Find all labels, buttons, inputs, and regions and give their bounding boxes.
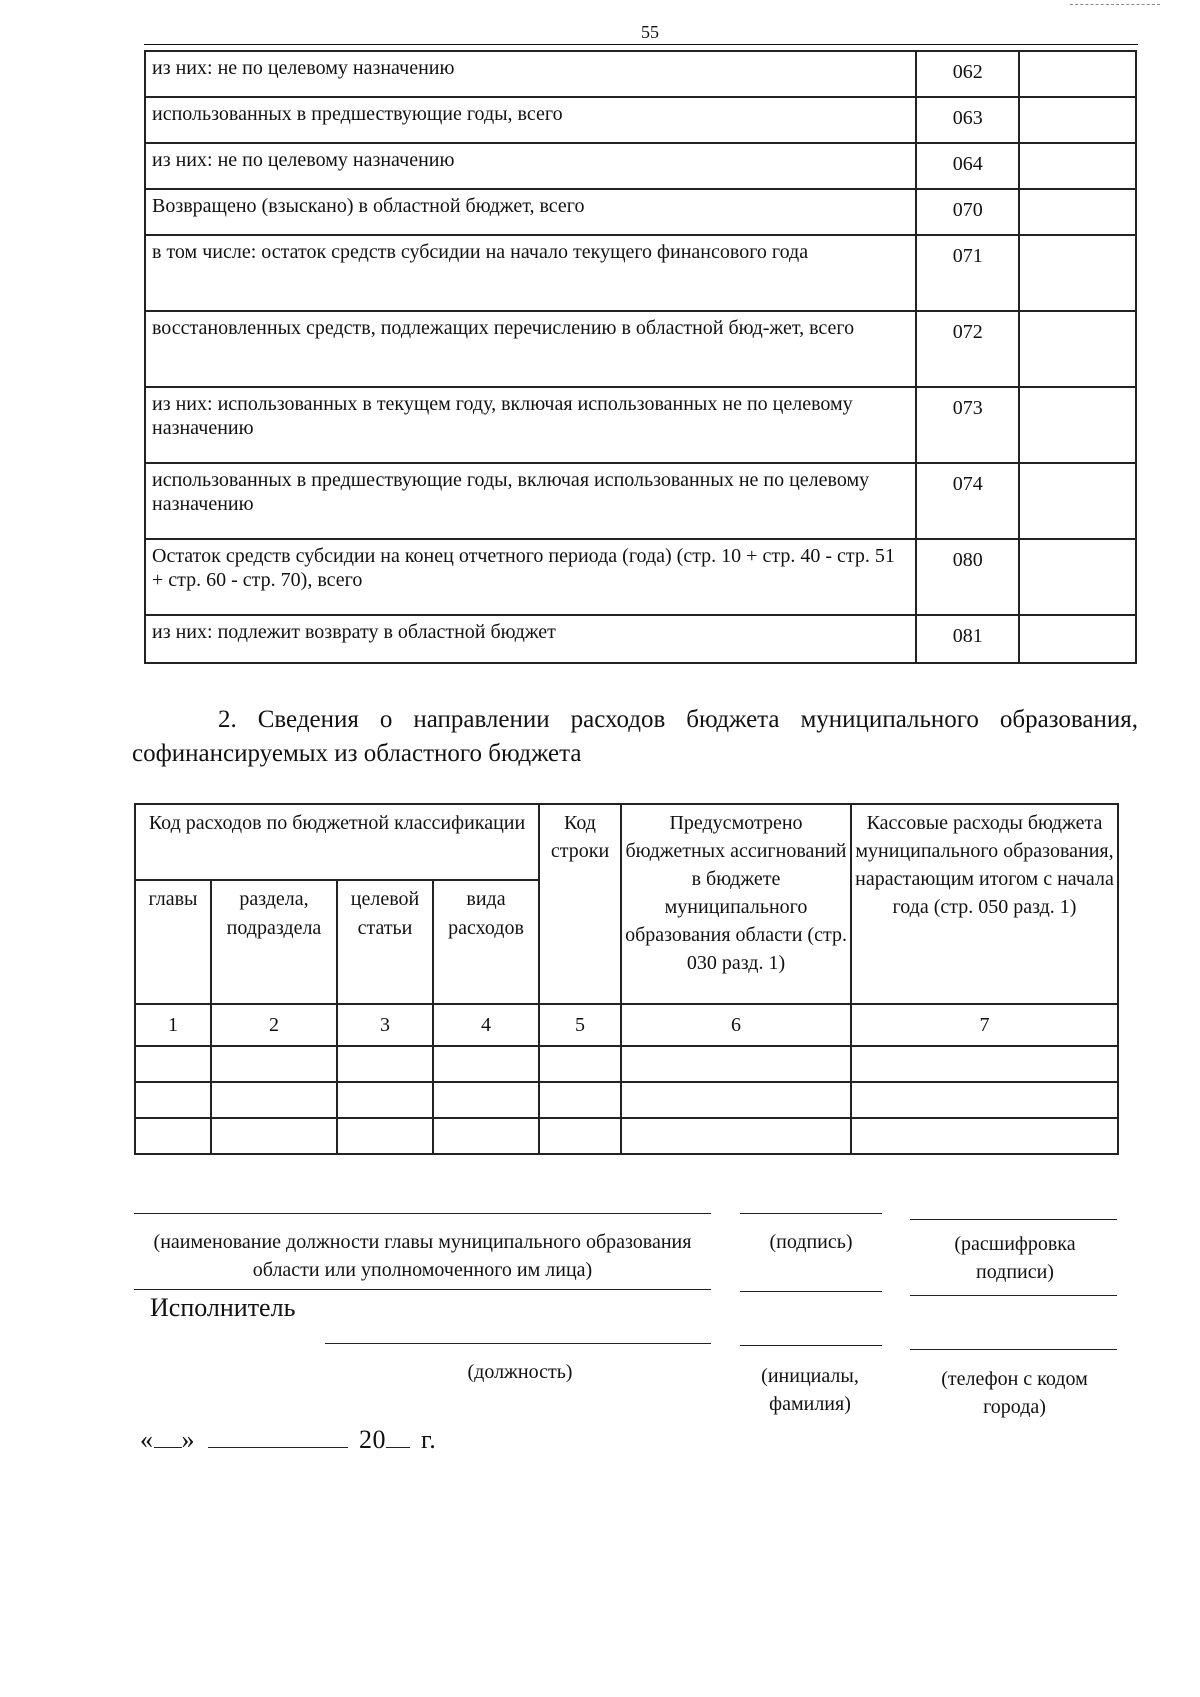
row-value-cell[interactable] [1019,539,1136,615]
table-cell[interactable] [211,1082,337,1118]
column-number: 5 [539,1004,621,1046]
budget-classification-header: Код расходов по бюджетной классификации [135,804,539,880]
signature-caption: (подпись) [769,1231,853,1253]
column-number-row [135,1004,1118,1046]
row-code: 070 [916,189,1019,235]
year-blank[interactable] [386,1425,410,1448]
cash-expenses-header: Кассовые расходы бюджета муниципального образования, нарастающим итогом с начала года (стр. 050 разд. 1) [851,804,1118,1004]
table-row [145,539,1136,615]
section-2-heading: 2. Сведения о направлении расходов бюджета муниципального образования, софинансируемых из областного бюджета [132,706,1138,767]
table-cell[interactable] [337,1082,433,1118]
signature-line[interactable] [740,1213,882,1214]
decoding-line[interactable] [910,1219,1117,1220]
table-cell[interactable] [135,1046,211,1082]
table-row [135,1082,1118,1118]
executor-phone-line[interactable] [910,1349,1117,1350]
executor-name-line[interactable] [740,1345,882,1346]
column-number: 7 [851,1004,1118,1046]
line-code-header: Код строки [539,804,621,1004]
open-quote: « [140,1425,154,1454]
month-blank[interactable] [208,1425,348,1448]
row-code: 072 [916,311,1019,387]
page-number: 55 [641,22,659,42]
row-label: из них: не по целевому назначению [145,51,916,97]
table-cell[interactable] [851,1082,1118,1118]
row-code: 062 [916,51,1019,97]
chapter-header: главы [135,880,211,1004]
table-cell[interactable] [539,1118,621,1154]
table-row [145,143,1136,189]
table-cell[interactable] [135,1082,211,1118]
name-caption: (инициалы, фамилия) [761,1365,859,1415]
row-code: 071 [916,235,1019,311]
column-number: 1 [135,1004,211,1046]
row-value-cell[interactable] [1019,463,1136,539]
row-label: из них: не по целевому назначению [145,143,916,189]
divider-line [740,1291,882,1292]
table-row [135,1046,1118,1082]
row-label: восстановленных средств, подлежащих перечислению в областной бюд-жет, всего [145,311,916,387]
date-field [140,1425,436,1455]
expense-direction-table [134,803,1119,1155]
row-code: 080 [916,539,1019,615]
target-item-header: целевой статьи [337,880,433,1004]
table-cell[interactable] [851,1046,1118,1082]
table-row [145,311,1136,387]
column-number: 4 [433,1004,539,1046]
column-number: 3 [337,1004,433,1046]
row-code: 081 [916,615,1019,663]
row-label: использованных в предшествующие годы, всего [145,97,916,143]
post-caption: (должность) [467,1361,573,1383]
table-cell[interactable] [211,1118,337,1154]
row-label: Возвращено (взыскано) в областной бюджет, всего [145,189,916,235]
row-label: из них: использованных в текущем году, включая использованных не по целевому назначению [145,387,916,463]
table-cell[interactable] [433,1046,539,1082]
table-cell[interactable] [621,1118,851,1154]
planned-allocations-header: Предусмотрено бюджетных ассигнований в бюджете муниципального образования области (стр. 030 разд. 1) [621,804,851,1004]
executor-post-line[interactable] [325,1343,711,1344]
position-signature-line[interactable] [134,1213,711,1214]
expense-type-header: вида расходов [433,880,539,1004]
table-cell[interactable] [621,1046,851,1082]
day-blank[interactable] [154,1425,182,1448]
table-cell[interactable] [539,1082,621,1118]
row-code: 073 [916,387,1019,463]
row-label: Остаток средств субсидии на конец отчетного периода (года) (стр. 10 + стр. 40 - стр. 51 + стр. 60 - стр. 70), всего [145,539,916,615]
table-row [145,387,1136,463]
year-suffix: г. [421,1425,437,1454]
position-caption: (наименование должности главы муниципального образования области или уполномоченного им лица) [153,1231,692,1281]
row-label: использованных в предшествующие годы, включая использованных не по целевому назначению [145,463,916,539]
divider-line [910,1295,1117,1296]
table-row [145,235,1136,311]
section-header: раздела, подраздела [211,880,337,1004]
table-row [145,615,1136,663]
table-row [145,97,1136,143]
phone-caption: (телефон с кодом города) [941,1368,1088,1418]
table-cell[interactable] [621,1082,851,1118]
column-number: 2 [211,1004,337,1046]
table-row [145,189,1136,235]
row-label: в том числе: остаток средств субсидии на начало текущего финансового года [145,235,916,311]
row-value-cell[interactable] [1019,51,1136,97]
scan-corner-mark [1070,0,1160,5]
row-label: из них: подлежит возврату в областной бюджет [145,615,916,663]
table-cell[interactable] [539,1046,621,1082]
row-value-cell[interactable] [1019,615,1136,663]
row-value-cell[interactable] [1019,189,1136,235]
table-cell[interactable] [135,1118,211,1154]
table-cell[interactable] [433,1118,539,1154]
decoding-caption: (расшифровка подписи) [954,1233,1076,1283]
close-quote: » [181,1425,195,1454]
table-cell[interactable] [211,1046,337,1082]
table-cell[interactable] [337,1118,433,1154]
top-rule [144,44,1138,45]
executor-label: Исполнитель [150,1293,296,1322]
table-cell[interactable] [433,1082,539,1118]
column-number: 6 [621,1004,851,1046]
row-value-cell[interactable] [1019,97,1136,143]
row-value-cell[interactable] [1019,235,1136,311]
table-row [145,51,1136,97]
table-cell[interactable] [851,1118,1118,1154]
row-code: 063 [916,97,1019,143]
row-value-cell[interactable] [1019,387,1136,463]
row-code: 064 [916,143,1019,189]
subsidy-balance-table [144,50,1137,664]
table-cell[interactable] [337,1046,433,1082]
table-row [145,463,1136,539]
divider-line [134,1289,711,1290]
year-prefix: 20 [359,1425,386,1454]
table-row [135,1118,1118,1154]
row-value-cell[interactable] [1019,311,1136,387]
row-code: 074 [916,463,1019,539]
row-value-cell[interactable] [1019,143,1136,189]
